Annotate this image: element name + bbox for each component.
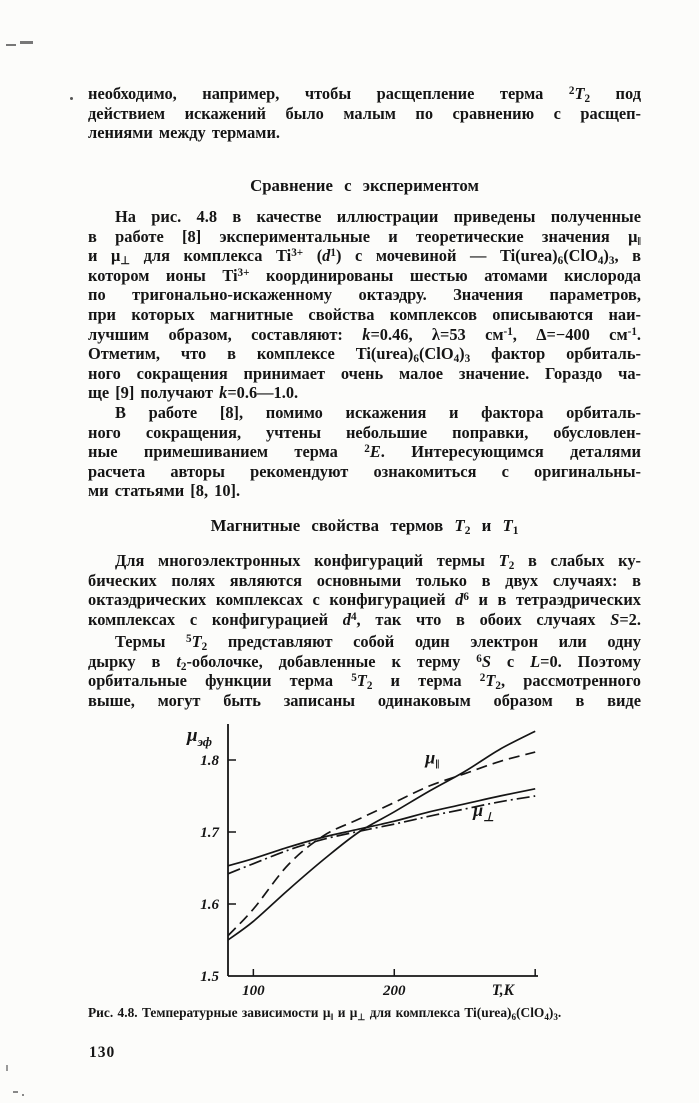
section-heading-magnetic-properties: Магнитные свойства термов $T_2$ и $T_1$ bbox=[210, 516, 519, 538]
text-line: расчета авторы рекомендуют ознакомиться с оригинальны- bbox=[88, 461, 641, 481]
curve-mu-perp-solid bbox=[228, 789, 535, 866]
section-heading-comparison-with-experiment: Сравнение с экспериментом bbox=[250, 176, 479, 195]
text-line: действием искажений было малым по сравнению с расщеп- bbox=[88, 103, 641, 123]
scan-artifact bbox=[22, 1094, 24, 1096]
paragraph-experiment-results bbox=[88, 207, 641, 403]
scan-artifact bbox=[20, 41, 33, 44]
text-line: лучшим образом, составляют: k=0.46, λ=53 $см^{-1}$, Δ=−400 $см^{-1}$. bbox=[88, 324, 641, 344]
text-line: орбитальные функции терма $^5T_2$ и терма $^2T_2$, рассмотренного bbox=[88, 671, 641, 691]
text-line: На рис. 4.8 в качестве иллюстрации приведены полученные bbox=[115, 207, 641, 226]
x-tick-label: 100 bbox=[242, 983, 265, 999]
y-tick-label: 1.6 bbox=[200, 897, 219, 913]
text-line: ми статьями [8, 10]. bbox=[88, 481, 241, 501]
text-line: котором ионы $Ti^{3+}$ координированы шестью атомами кислорода bbox=[88, 265, 641, 285]
scan-artifact bbox=[6, 1065, 8, 1071]
y-axis-label: $\mu_{эф}$ bbox=[186, 725, 212, 749]
text-line: ного сокращения, учтены небольшие поправки, обусловлен- bbox=[88, 422, 641, 442]
text-line: ще [9] получают k=0.6—1.0. bbox=[88, 383, 299, 403]
curve-mu-perp-dashdot bbox=[228, 796, 535, 874]
text-line: комплексах с конфигурацией $d^4$, так что в обоих случаях S=2. bbox=[88, 609, 641, 629]
text-line: по тригонально-искаженному октаэдру. Значения параметров, bbox=[88, 285, 641, 305]
scan-artifact bbox=[70, 97, 73, 100]
paragraph-corrections bbox=[88, 403, 641, 501]
text-line: выше, могут быть записаны одинаковым образом в виде bbox=[88, 690, 641, 710]
temperature-dependence-chart bbox=[90, 714, 650, 1006]
y-tick-label: 1.7 bbox=[200, 825, 219, 841]
curve-mu-parallel-solid bbox=[228, 731, 535, 940]
text-line: в работе [8] экспериментальные и теоретические значения $\mu_‖$ bbox=[88, 226, 641, 247]
text-line: Термы $^5T_2$ представляют собой один электрон или одну bbox=[115, 632, 641, 652]
text-line: дырку в $t_2$-оболочке, добавленные к терму $^6$S с L=0. Поэтому bbox=[88, 651, 641, 672]
scan-artifact bbox=[6, 44, 16, 46]
text-line: ные примешиванием терма $^2$E. Интересующимся деталями bbox=[88, 442, 641, 462]
text-line: бических полях являются основными только в двух случаях: в bbox=[88, 570, 641, 590]
text-line: лениями между термами. bbox=[88, 123, 280, 143]
curve-label: $\mu_\perp$ bbox=[473, 800, 494, 825]
curve-mu-parallel-dashed bbox=[228, 752, 535, 936]
paragraph-5t2-terms bbox=[88, 632, 641, 710]
figure-caption: Рис. 4.8. Температурные зависимости $\mu_‖$ и $\mu_\perp$ для комплекса $Ti(urea)_6(ClO_4)_3$. bbox=[88, 1005, 562, 1022]
x-axis-label: T,K bbox=[491, 982, 514, 999]
paragraph-term-splitting bbox=[88, 84, 641, 143]
curve-label: $\mu_‖$ bbox=[425, 747, 440, 772]
text-line: октаэдрических комплексах с конфигурацией $d^6$ и в тетраэдрических bbox=[88, 590, 641, 610]
text-line: необходимо, например, чтобы расщепление терма $^2T_2$ под bbox=[88, 84, 641, 104]
text-line: Отметим, что в комплексе $Ti(urea)_6(ClO_4)_3$ фактор орбиталь- bbox=[88, 344, 641, 364]
text-line: при которых магнитные свойства комплексов описываются наи- bbox=[88, 304, 641, 324]
text-line: ного сокращения принимает очень малое значение. Гораздо ча- bbox=[88, 363, 641, 383]
y-tick-label: 1.8 bbox=[200, 753, 219, 769]
y-tick-label: 1.5 bbox=[200, 969, 219, 985]
figure-4-8 bbox=[90, 714, 650, 1006]
page-number: 130 bbox=[89, 1044, 116, 1061]
paragraph-t2-terms bbox=[88, 551, 641, 629]
scan-artifact bbox=[13, 1091, 18, 1093]
text-line: и $\mu_\perp$ для комплекса $Ti^{3+}$ $(d^1)$ с мочевиной — $Ti(urea)_6(ClO_4)_3$, в bbox=[88, 246, 641, 266]
x-tick-label: 200 bbox=[383, 983, 406, 999]
text-line: В работе [8], помимо искажения и фактора орбиталь- bbox=[115, 403, 641, 422]
text-line: Для многоэлектронных конфигураций термы $T_2$ в слабых ку- bbox=[115, 551, 641, 571]
